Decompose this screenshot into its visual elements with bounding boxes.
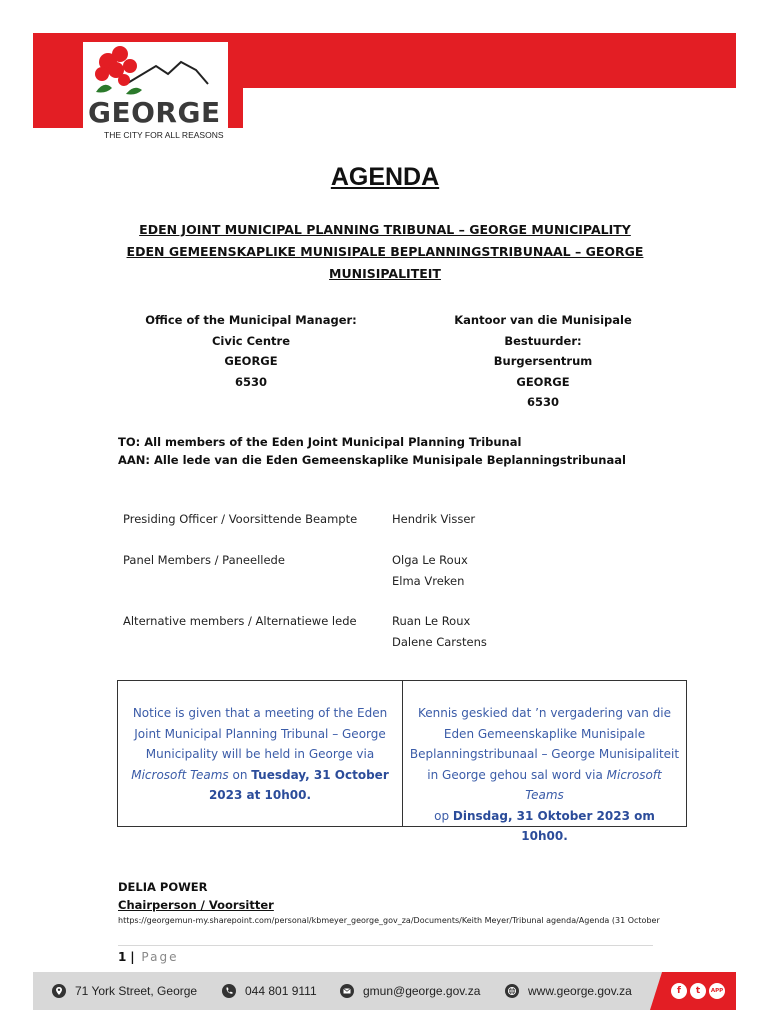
member-name: Hendrik Visser xyxy=(392,512,476,526)
notice-af-platform: Microsoft Teams xyxy=(525,767,662,802)
footer-email-text: gmun@george.gov.za xyxy=(363,984,481,998)
email-icon xyxy=(340,984,354,998)
presiding-names xyxy=(392,509,592,530)
notice-en-date: Tuesday, 31 October 2023 at 10h00. xyxy=(208,767,389,802)
logo-wordmark: GEORGE xyxy=(88,96,221,129)
document-title: AGENDA xyxy=(330,163,440,191)
header-white-strip xyxy=(243,88,736,128)
notice-afrikaans xyxy=(402,681,686,843)
presiding-label: Presiding Officer / Voorsittende Beampte xyxy=(123,512,358,526)
panel-label: Panel Members / Paneellede xyxy=(123,553,285,567)
page-number-value: 1 xyxy=(118,950,127,964)
notice-af-date: Dinsdag, 31 Oktober 2023 om 10h00. xyxy=(452,808,655,843)
footer-website[interactable] xyxy=(505,984,632,998)
address-city: GEORGE xyxy=(516,374,570,389)
signatory-title: Chairperson / Voorsitter xyxy=(118,898,274,912)
footer-website-text: www.george.gov.za xyxy=(528,984,632,998)
subtitle-line-1: EDEN JOINT MUNICIPAL PLANNING TRIBUNAL – GEORGE MUNICIPALITY xyxy=(139,222,631,237)
page-label: Page xyxy=(141,950,179,964)
alternative-label: Alternative members / Alternatiewe lede xyxy=(123,614,357,628)
notice-af-text: Kennis geskied dat ’n vergadering van die Eden Gemeenskaplike Munisipale Beplanningstribunaal – George Munisipaliteit in George gehou sal word via xyxy=(409,706,680,782)
notice-table xyxy=(117,680,687,843)
notice-af-op: op xyxy=(434,808,450,823)
footer-address-text: 71 York Street, George xyxy=(75,984,198,998)
member-name: Ruan Le Roux xyxy=(392,614,471,628)
address-office: Office of the Municipal Manager: xyxy=(145,313,357,327)
notice-en-platform: Microsoft Teams xyxy=(131,767,229,782)
subtitle-line-3: MUNISIPALITEIT xyxy=(329,266,441,281)
notice-en-on: on xyxy=(232,767,248,782)
signatory-name: DELIA POWER xyxy=(118,880,208,894)
address-building: Civic Centre xyxy=(211,333,291,348)
globe-icon xyxy=(505,984,519,998)
address-code: 6530 xyxy=(526,395,559,409)
footer-rule xyxy=(118,945,653,946)
twitter-icon[interactable]: t xyxy=(690,983,706,999)
phone-icon xyxy=(222,984,236,998)
address-afrikaans xyxy=(415,310,671,413)
panel-names xyxy=(392,550,592,591)
address-english xyxy=(140,310,362,392)
subtitle-line-2: EDEN GEMEENSKAPLIKE MUNISIPALE BEPLANNINGSTRIBUNAAL – GEORGE xyxy=(126,244,644,259)
address-city: GEORGE xyxy=(224,354,278,368)
member-name: Elma Vreken xyxy=(392,573,465,588)
recipients xyxy=(118,433,626,469)
george-logo-flower-mountain-icon xyxy=(86,44,216,102)
footer-email[interactable] xyxy=(340,984,480,998)
notice-en-text: Notice is given that a meeting of the Eden Joint Municipal Planning Tribunal – George Municipality will be held in George via xyxy=(132,706,388,761)
notice-english xyxy=(118,681,402,826)
recipients-aan: AAN: Alle lede van die Eden Gemeenskaplike Munisipale Beplanningstribunaal xyxy=(118,453,626,467)
alternative-names xyxy=(392,611,592,652)
address-office: Kantoor van die Munisipale Bestuurder: xyxy=(454,313,632,348)
address-code: 6530 xyxy=(234,374,267,389)
page-number xyxy=(118,950,178,964)
member-name: Dalene Carstens xyxy=(392,634,487,649)
location-pin-icon xyxy=(52,984,66,998)
member-name: Olga Le Roux xyxy=(392,553,468,567)
footer-address xyxy=(52,984,197,998)
document-subtitle xyxy=(110,219,660,285)
page-number-separator: | xyxy=(130,950,135,964)
footer-phone-text: 044 801 9111 xyxy=(245,984,317,998)
document-path: https://georgemun-my.sharepoint.com/personal/kbmeyer_george_gov_za/Documents/Keith Meyer/Tribunal agenda/Agenda (31 October xyxy=(118,916,660,925)
app-icon[interactable]: APP xyxy=(709,983,725,999)
address-building: Burgersentrum xyxy=(493,354,593,368)
logo-tagline: THE CITY FOR ALL REASONS xyxy=(104,130,224,140)
recipients-to: TO: All members of the Eden Joint Municipal Planning Tribunal xyxy=(118,435,522,449)
facebook-icon[interactable]: f xyxy=(671,983,687,999)
footer-phone[interactable] xyxy=(222,984,317,998)
